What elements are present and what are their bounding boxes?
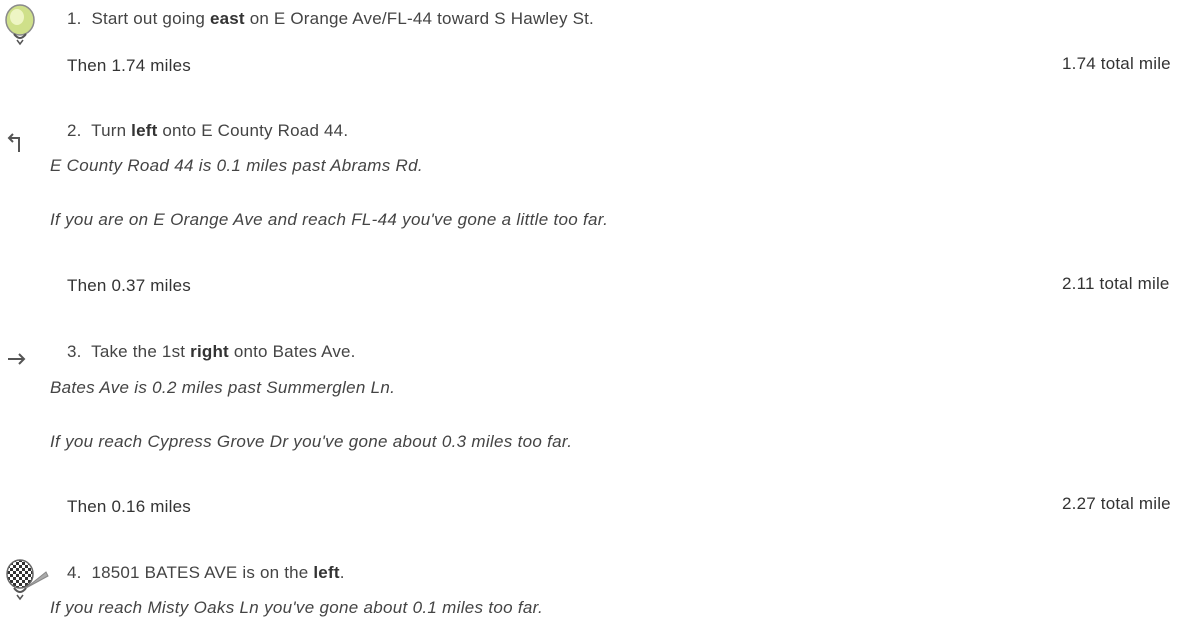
step-4-instruction: 4. 18501 BATES AVE is on the left.	[67, 563, 345, 582]
step-3-note-2: If you reach Cypress Grove Dr you've gone about 0.3 miles too far.	[50, 432, 573, 451]
step-2-total: 2.11 total mile	[1062, 274, 1170, 293]
destination-flag-icon	[4, 556, 50, 611]
step-2-instruction: 2. Turn left onto E County Road 44.	[67, 121, 349, 140]
step-1-instruction: 1. Start out going east on E Orange Ave/FL-44 toward S Hawley St.	[67, 9, 594, 28]
step-2-note-1: E County Road 44 is 0.1 miles past Abrams Rd.	[50, 156, 423, 175]
step-1-distance: Then 1.74 miles	[67, 56, 191, 75]
step-2-distance: Then 0.37 miles	[67, 276, 191, 295]
step-1-total: 1.74 total mile	[1062, 54, 1171, 73]
step-3-distance: Then 0.16 miles	[67, 497, 191, 516]
turn-right-icon	[6, 348, 28, 373]
step-3-instruction: 3. Take the 1st right onto Bates Ave.	[67, 342, 356, 361]
step-3-note-1: Bates Ave is 0.2 miles past Summerglen Ln.	[50, 378, 396, 397]
step-3-total: 2.27 total mile	[1062, 494, 1171, 513]
turn-left-icon	[6, 128, 26, 159]
step-4-note-1: If you reach Misty Oaks Ln you've gone about 0.1 miles too far.	[50, 598, 544, 617]
step-2-note-2: If you are on E Orange Ave and reach FL-44 you've gone a little too far.	[50, 210, 609, 229]
start-marker-icon	[4, 2, 40, 53]
